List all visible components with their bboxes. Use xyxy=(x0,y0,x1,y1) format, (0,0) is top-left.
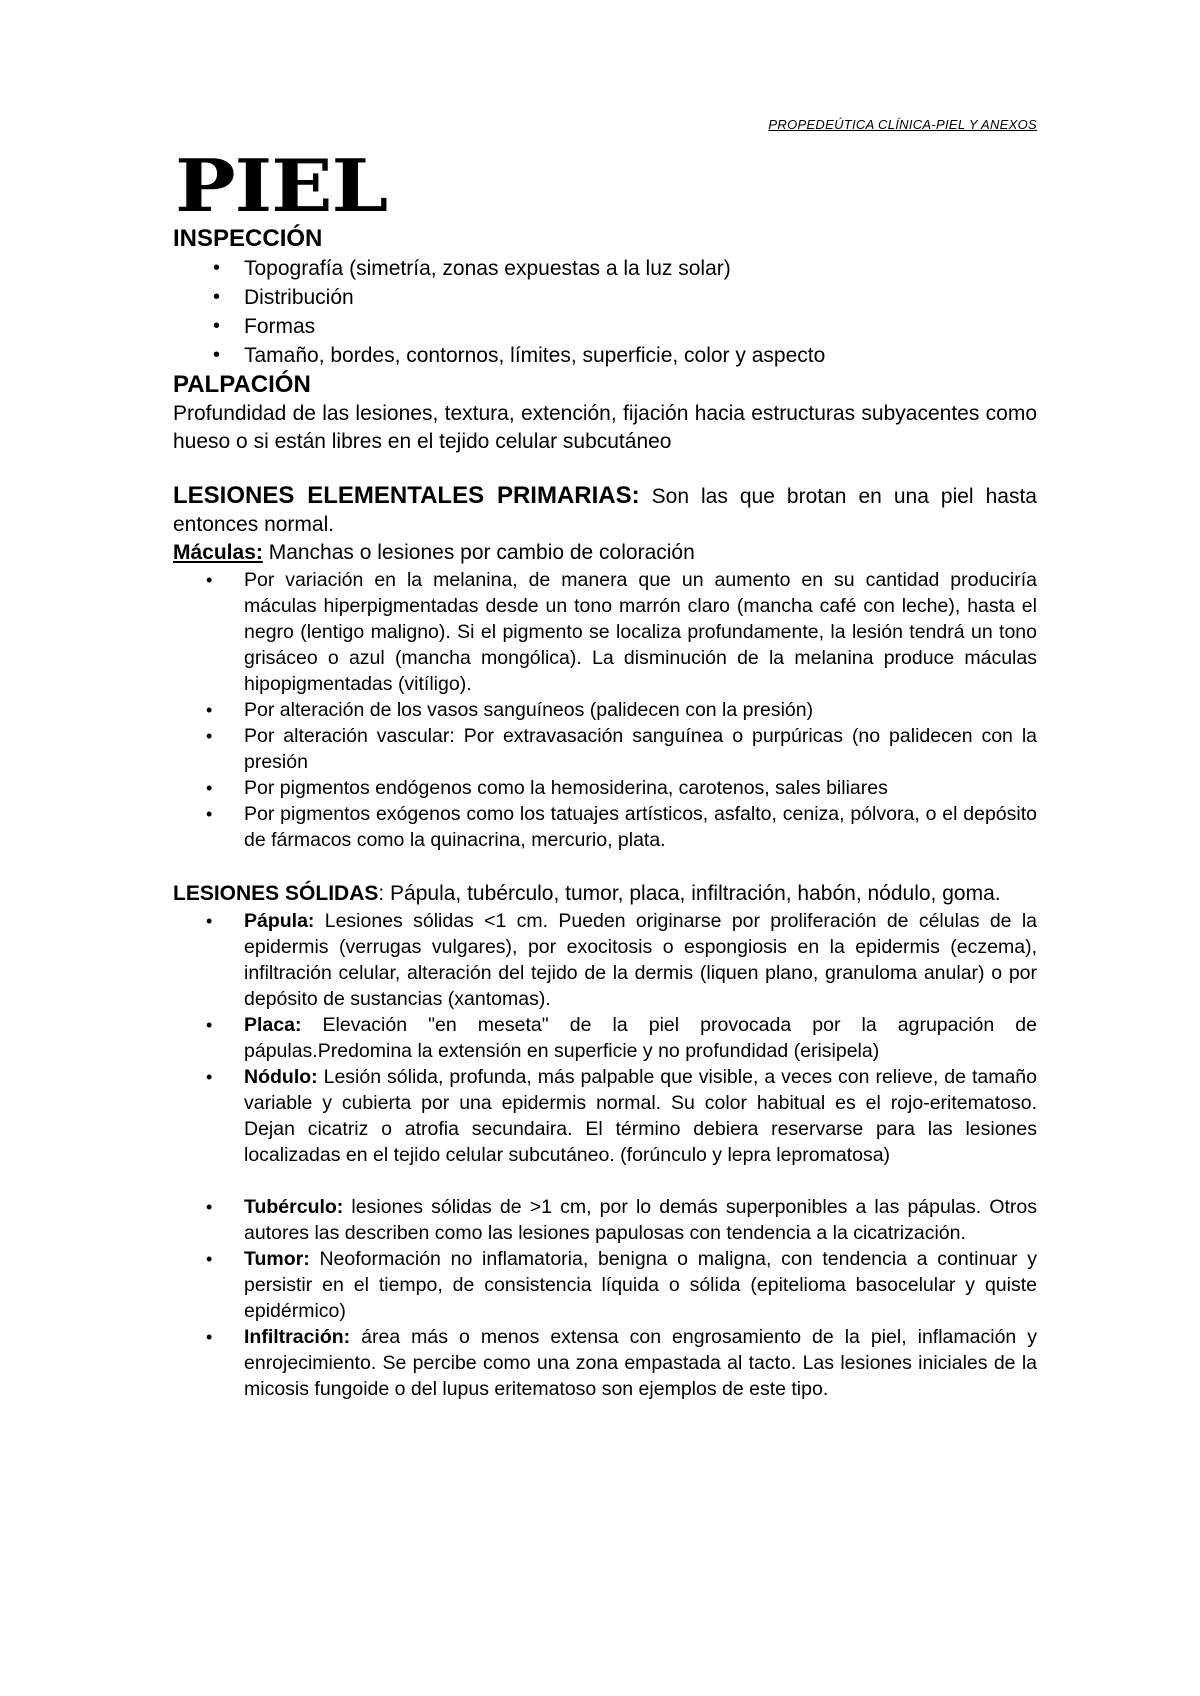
document-content xyxy=(173,224,1037,1402)
list-item xyxy=(173,1012,1037,1064)
maculas-term: Máculas: xyxy=(173,541,263,564)
list-item: • Tamaño, bordes, contornos, límites, superficie, color y aspecto xyxy=(173,341,1037,370)
item-term: Placa: xyxy=(244,1014,302,1036)
heading-primarias: LESIONES ELEMENTALES PRIMARIAS: xyxy=(173,482,640,509)
item-term: Tumor: xyxy=(244,1248,310,1270)
item-term: Nódulo: xyxy=(244,1066,318,1088)
item-text: área más o menos extensa con engrosamiento de la piel, inflamación y enrojecimiento. Se percibe como una zona empastada al tacto. Las lesiones iniciales de la micosis fungoide o del lupus eritematoso son ejemplos de este tipo. xyxy=(244,1326,1037,1400)
list-item xyxy=(173,1064,1037,1168)
palpacion-text: Profundidad de las lesiones, textura, extención, fijación hacia estructuras subyacentes como hueso o si están libres en el tejido celular subcutáneo xyxy=(173,402,1037,453)
maculas-list xyxy=(173,567,1037,853)
item-term: Pápula: xyxy=(244,910,315,932)
primarias-paragraph xyxy=(173,482,1037,539)
item-text: Neoformación no inflamatoria, benigna o maligna, con tendencia a continuar y persistir en el tiempo, de consistencia líquida o sólida (epitelioma basocelular y quiste epidérmico) xyxy=(244,1248,1037,1322)
list-item: • Por alteración vascular: Por extravasación sanguínea o purpúricas (no palidecen con la presión xyxy=(173,723,1037,775)
solidas-text: : Pápula, tubérculo, tumor, placa, infiltración, habón, nódulo, goma. xyxy=(378,882,1001,905)
item-term: Infiltración: xyxy=(244,1326,351,1348)
list-item: • Topografía (simetría, zonas expuestas a la luz solar) xyxy=(173,254,1037,283)
list-item: • Por alteración de los vasos sanguíneos (palidecen con la presión) xyxy=(173,697,1037,723)
maculas-paragraph xyxy=(173,539,1037,567)
inspeccion-list xyxy=(173,254,1037,370)
list-item xyxy=(173,908,1037,1012)
item-term: Tubérculo: xyxy=(244,1196,344,1218)
item-text: Lesión sólida, profunda, más palpable que visible, a veces con relieve, de tamaño variable y cubierta por una epidermis normal. Su color habitual es el rojo-eritematoso. Dejan cicatriz o atrofia secundaira. El término debiera reservarse para las lesiones localizadas en el tejido celular subcutáneo. (forúnculo y lepra lepromatosa) xyxy=(244,1066,1037,1166)
list-item xyxy=(173,1246,1037,1324)
spacer xyxy=(173,853,1037,880)
spacer xyxy=(173,456,1037,482)
spacer xyxy=(173,1168,1037,1194)
item-text: lesiones sólidas de >1 cm, por lo demás superponibles a las pápulas. Otros autores las describen como las lesiones papulosas con tendencia a la cicatrización. xyxy=(244,1196,1037,1244)
list-item: • Por pigmentos endógenos como la hemosiderina, carotenos, sales biliares xyxy=(173,775,1037,801)
list-item xyxy=(173,1324,1037,1402)
heading-inspeccion: INSPECCIÓN xyxy=(173,225,323,252)
list-item: • Distribución xyxy=(173,283,1037,312)
list-item: • Formas xyxy=(173,312,1037,341)
list-item: • Por variación en la melanina, de manera que un aumento en su cantidad produciría máculas hiperpigmentadas desde un tono marrón claro (mancha café con leche), hasta el negro (lentigo maligno). Si el pigmento se localiza profundamente, la lesión tendrá un tono grisáceo o azul (mancha mongólica). La disminución de la melanina produce máculas hipopigmentadas (vitíligo). xyxy=(173,567,1037,697)
item-text: Lesiones sólidas <1 cm. Pueden originarse por proliferación de células de la epidermis (verrugas vulgares), por exocitosis o espongiosis en la epidermis (eczema), infiltración celular, alteración del tejido de la dermis (liquen plano, granuloma anular) o por depósito de sustancias (xantomas). xyxy=(244,910,1037,1010)
list-item xyxy=(173,1194,1037,1246)
running-header: PROPEDEÚTICA CLÍNICA-PIEL Y ANEXOS xyxy=(768,117,1037,132)
primarias-text: Son las que brotan en una piel hasta entonces normal. xyxy=(173,485,1037,536)
solidas-list xyxy=(173,908,1037,1402)
solidas-paragraph xyxy=(173,880,1037,908)
list-item: • Por pigmentos exógenos como los tatuajes artísticos, asfalto, ceniza, pólvora, o el depósito de fármacos como la quinacrina, mercurio, plata. xyxy=(173,801,1037,853)
heading-palpacion: PALPACIÓN xyxy=(173,371,311,398)
maculas-text: Manchas o lesiones por cambio de coloración xyxy=(262,541,695,564)
item-text: Elevación "en meseta" de la piel provocada por la agrupación de pápulas.Predomina la extensión en superficie y no profundidad (erisipela) xyxy=(244,1014,1037,1062)
heading-solidas: LESIONES SÓLIDAS xyxy=(173,882,379,905)
document-title: PIEL xyxy=(175,143,388,228)
